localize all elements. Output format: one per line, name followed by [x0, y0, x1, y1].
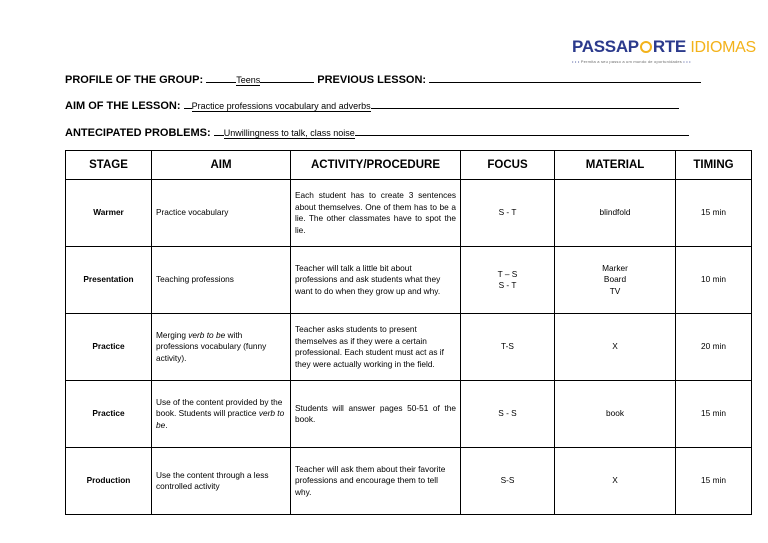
focus-cell: T – S S - T	[461, 247, 555, 314]
column-header-focus: FOCUS	[461, 151, 555, 180]
table-row	[66, 381, 752, 448]
problems-label: ANTECIPATED PROBLEMS:	[65, 127, 211, 139]
profile-line: PROFILE OF THE GROUP: Teens PREVIOUS LESSON:	[65, 72, 701, 86]
problems-value: Unwillingness to talk, class noise	[223, 128, 355, 138]
column-header-timing: TIMING	[676, 151, 752, 180]
activity-cell: Teacher will ask them about their favorite professions and encourage them to tell why.	[291, 448, 461, 515]
aim-cell: Merging verb to be with professions vocabulary (funny activity).	[152, 314, 291, 381]
focus-cell: S - T	[461, 180, 555, 247]
timing-cell: 20 min	[676, 314, 752, 381]
problems-line	[65, 125, 689, 139]
material-cell: blindfold	[555, 180, 676, 247]
timing-cell: 10 min	[676, 247, 752, 314]
material-cell: book	[555, 381, 676, 448]
column-header-aim: AIM	[152, 151, 291, 180]
brand-logo	[572, 37, 756, 64]
stage-cell: Presentation	[66, 247, 152, 314]
column-header-activity: ACTIVITY/PROCEDURE	[291, 151, 461, 180]
aim-label: AIM OF THE LESSON:	[65, 100, 181, 112]
previous-lesson-label: PREVIOUS LESSON:	[317, 74, 427, 86]
aim-cell: Teaching professions	[152, 247, 291, 314]
timing-cell: 15 min	[676, 381, 752, 448]
aim-cell: Practice vocabulary	[152, 180, 291, 247]
column-header-stage: STAGE	[66, 151, 152, 180]
activity-cell: Teacher will talk a little bit about professions and ask students what they want to do when they grow up and why.	[291, 247, 461, 314]
logo-wordmark: PASSAP RTE IDIOMAS	[572, 37, 756, 56]
table-row	[66, 448, 752, 515]
focus-cell: S - S	[461, 381, 555, 448]
table-row	[66, 314, 752, 381]
table-row	[66, 180, 752, 247]
aim-value: Practice professions vocabulary and adverbs	[191, 101, 371, 111]
stage-cell: Production	[66, 448, 152, 515]
logo-tagline: • • • Permita a seu passo a um mundo de oportunidades • • •	[572, 59, 691, 64]
activity-cell: Each student has to create 3 sentences about themselves. One of them has to be a lie. The other classmates have to spot the lie.	[291, 180, 461, 247]
aim-cell: Use the content through a less controlled activity	[152, 448, 291, 515]
material-cell: Marker Board TV	[555, 247, 676, 314]
activity-cell: Teacher asks students to present themselves as if they were a certain professional. Each student must act as if they were actually working in the field.	[291, 314, 461, 381]
table-row	[66, 247, 752, 314]
stage-cell: Practice	[66, 381, 152, 448]
material-cell: X	[555, 314, 676, 381]
profile-label: PROFILE OF THE GROUP	[65, 74, 200, 86]
stage-cell: Warmer	[66, 180, 152, 247]
timing-cell: 15 min	[676, 448, 752, 515]
focus-cell: S-S	[461, 448, 555, 515]
stage-cell: Practice	[66, 314, 152, 381]
aim-line	[65, 98, 679, 112]
timing-cell: 15 min	[676, 180, 752, 247]
table-header-row	[66, 151, 752, 180]
focus-cell: T-S	[461, 314, 555, 381]
profile-value: Teens	[236, 75, 261, 85]
previous-lesson-field	[429, 72, 701, 83]
activity-cell: Students will answer pages 50-51 of the book.	[291, 381, 461, 448]
material-cell: X	[555, 448, 676, 515]
logo-circle-icon	[640, 41, 652, 53]
column-header-material: MATERIAL	[555, 151, 676, 180]
aim-cell: Use of the content provided by the book. Students will practice verb to be.	[152, 381, 291, 448]
lesson-plan-table	[65, 150, 752, 515]
